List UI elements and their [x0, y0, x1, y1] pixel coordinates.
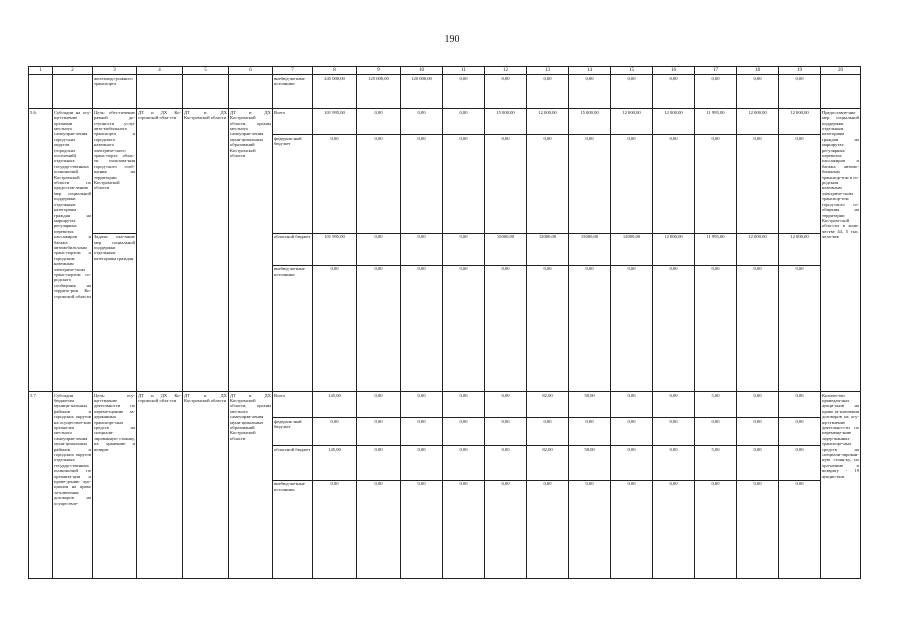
column-number-1: 1	[29, 67, 53, 75]
cell-value: 0,00	[443, 265, 485, 391]
cell-value: 0,00	[357, 418, 401, 446]
table-row-continued	[29, 75, 861, 109]
cell-item-number: 5.6.	[29, 109, 53, 392]
cell-funding-source: внебюд-жетные источники	[273, 75, 313, 109]
cell-funding-source: Всего	[273, 109, 313, 135]
cell-value: 0,00	[695, 265, 737, 391]
column-number-7: 7	[273, 67, 313, 75]
column-number-15: 15	[611, 67, 653, 75]
cell-value: 5,00	[695, 446, 737, 480]
cell-value: 0,00	[653, 391, 695, 417]
cell-value: 12 000,00	[737, 233, 779, 265]
cell-value: 0,00	[569, 75, 611, 109]
column-number-5: 5	[183, 67, 229, 75]
cell-funding-source: областной бюджет	[273, 233, 313, 265]
cell-value: 5,00	[695, 391, 737, 417]
cell-empty	[137, 75, 183, 109]
column-number-4: 4	[137, 67, 183, 75]
cell-value: 0,00	[443, 446, 485, 480]
cell-activity-name: Субсидии бюджетам муници-пальных районов и городских округов на осуществле-ние органа-ми местного самоуправ-ления муни-ципальных районов и городских округов отдельных государ-ственных полномочий по организа-ции и прове-дению аук-ционов на право за-ключения договоров на осуществле-	[53, 391, 93, 578]
cell-value: 0,00	[611, 480, 653, 578]
cell-value: 15 000,00	[485, 109, 527, 135]
cell-value: 0,00	[401, 109, 443, 135]
cell-value: 0,00	[737, 265, 779, 391]
cell-value: 0,00	[737, 135, 779, 233]
column-number-14: 14	[569, 67, 611, 75]
cell-value: 101 995,00	[313, 233, 357, 265]
cell-value: 0,00	[485, 446, 527, 480]
cell-indicator-name: железнодо-рожного транспорта	[93, 75, 137, 109]
cell-value: 15 000,00	[569, 109, 611, 135]
cell-value: 0,00	[611, 135, 653, 233]
cell-value: 0,00	[443, 480, 485, 578]
cell-value: 0,00	[401, 265, 443, 391]
cell-value: 0,00	[401, 446, 443, 480]
cell-value: 0,00	[569, 135, 611, 233]
cell-empty	[183, 75, 229, 109]
cell-funding-source: областной бюджет	[273, 446, 313, 480]
cell-value: 11 995,00	[695, 233, 737, 265]
cell-value: 0,00	[313, 265, 357, 391]
cell-value: 120 000,00	[401, 75, 443, 109]
cell-value: 12 000,00	[779, 109, 821, 135]
cell-empty	[29, 75, 53, 109]
cell-item-number: 5.7.	[29, 391, 53, 578]
cell-value: 0,00	[653, 418, 695, 446]
column-number-16: 16	[653, 67, 695, 75]
cell-value: 0,00	[401, 135, 443, 233]
cell-value: 12 000,00	[527, 109, 569, 135]
cell-value: 0,00	[357, 446, 401, 480]
column-number-6: 6	[229, 67, 273, 75]
column-number-3: 3	[93, 67, 137, 75]
column-number-17: 17	[695, 67, 737, 75]
cell-empty	[53, 75, 93, 109]
cell-value: 0,00	[569, 265, 611, 391]
cell-funding-source: внебюд-жетные источники	[273, 265, 313, 391]
cell-value: 0,00	[357, 233, 401, 265]
cell-value: 0,00	[779, 391, 821, 417]
cell-value: 0,00	[357, 391, 401, 417]
cell-funding-source: Всего	[273, 391, 313, 417]
cell-value: 0,00	[443, 135, 485, 233]
cell-executor: ДТ и ДХ Костромской области, органы местного самоуправ-ления муни-ципальных образований Костромской области	[229, 109, 273, 392]
cell-value: 0,00	[611, 391, 653, 417]
cell-customer: ДТ и ДХ Ко-стромской обла-сти	[137, 109, 183, 392]
cell-value: 0,00	[527, 75, 569, 109]
cell-value: 0,00	[401, 233, 443, 265]
column-number-9: 9	[357, 67, 401, 75]
cell-value: 0,00	[527, 135, 569, 233]
cell-value: 0,00	[569, 480, 611, 578]
cell-value: 0,00	[527, 480, 569, 578]
cell-value: 0,00	[569, 418, 611, 446]
cell-value: 0,00	[485, 391, 527, 417]
cell-empty	[821, 75, 861, 109]
page-number: 190	[444, 34, 460, 45]
cell-value: 0,00	[779, 135, 821, 233]
cell-value: 0,00	[695, 480, 737, 578]
cell-value: 0,00	[357, 135, 401, 233]
program-table	[28, 66, 861, 579]
cell-value: 12000,00	[527, 233, 569, 265]
cell-value: 0,00	[737, 480, 779, 578]
cell-goal: Цель: осу-ществление деятельности по переме-щению за-держанных транспорт-ных средств на специали-зированную стоянку, их хранению и возврат	[93, 391, 137, 578]
cell-value: 15000,00	[485, 233, 527, 265]
cell-funding-source: федераль-ный бюд-жет	[273, 418, 313, 446]
table-body	[29, 67, 861, 579]
cell-value: 245 000,00	[313, 75, 357, 109]
cell-value: 82,00	[527, 391, 569, 417]
cell-value: 0,00	[737, 391, 779, 417]
cell-value: 58,00	[569, 391, 611, 417]
cell-value: 0,00	[695, 135, 737, 233]
cell-funding-source: внебюд-жетные источники	[273, 480, 313, 578]
cell-value: 0,00	[779, 418, 821, 446]
cell-executor: ДТ и ДХ Костромской области, органы местного самоуправ-ления муни-ципальных образований Костромской области	[229, 391, 273, 578]
cell-value: 0,00	[611, 446, 653, 480]
cell-value: 0,00	[527, 418, 569, 446]
cell-value: 0,00	[401, 391, 443, 417]
cell-value: 0,00	[485, 265, 527, 391]
cell-value: 12000,00	[611, 233, 653, 265]
cell-empty	[229, 75, 273, 109]
cell-value: 82,00	[527, 446, 569, 480]
cell-value: 0,00	[443, 391, 485, 417]
cell-value: 0,00	[527, 265, 569, 391]
cell-funding-source: федераль-ный бюд-жет	[273, 135, 313, 233]
cell-value: 0,00	[653, 446, 695, 480]
cell-value: 101 995,00	[313, 109, 357, 135]
cell-value: 0,00	[357, 265, 401, 391]
cell-value: 0,00	[779, 75, 821, 109]
cell-value: 0,00	[737, 446, 779, 480]
cell-task: Задача: ока-зание мер социальной поддержки отдельным категориям граждан	[93, 233, 137, 391]
cell-value: 0,00	[737, 418, 779, 446]
cell-value: 12 000,00	[653, 109, 695, 135]
column-number-20: 20	[821, 67, 861, 75]
cell-value: 0,00	[611, 265, 653, 391]
column-number-13: 13	[527, 67, 569, 75]
column-number-10: 10	[401, 67, 443, 75]
column-number-11: 11	[443, 67, 485, 75]
cell-value: 0,00	[653, 75, 695, 109]
table-row	[29, 391, 861, 417]
cell-value: 0,00	[611, 418, 653, 446]
cell-value: 0,00	[653, 135, 695, 233]
cell-value: 0,00	[779, 265, 821, 391]
cell-value: 0,00	[443, 109, 485, 135]
cell-value: 0,00	[401, 418, 443, 446]
cell-value: 12 000,00	[779, 233, 821, 265]
column-number-2: 2	[53, 67, 93, 75]
cell-value: 125 000,00	[357, 75, 401, 109]
cell-value: 0,00	[313, 480, 357, 578]
table-row	[29, 109, 861, 135]
cell-value: 15000,00	[569, 233, 611, 265]
cell-value: 0,00	[485, 135, 527, 233]
column-number-19: 19	[779, 67, 821, 75]
column-number-12: 12	[485, 67, 527, 75]
cell-value: 0,00	[443, 418, 485, 446]
cell-coordinator: ДТ и ДХ Костромской области	[183, 391, 229, 578]
cell-value: 0,00	[313, 135, 357, 233]
cell-value: 58,00	[569, 446, 611, 480]
cell-value: 0,00	[653, 480, 695, 578]
cell-value: 0,00	[695, 418, 737, 446]
column-number-row	[29, 67, 861, 75]
cell-value: 0,00	[779, 446, 821, 480]
cell-value: 12 000,00	[653, 233, 695, 265]
cell-value: 0,00	[357, 480, 401, 578]
cell-value: 145,00	[313, 391, 357, 417]
cell-value: 11 995,00	[695, 109, 737, 135]
cell-value: 0,00	[695, 75, 737, 109]
cell-value: 0,00	[401, 480, 443, 578]
cell-activity-name: Субсидии на осу-ществление органами местного самоуправ-ления город-ских округов (городских поселений) отдельных государ-ственных полномочий Костромской области по предостав-лению мер социальной поддержки отдельным категориям граждан на маршрутах регулярных перевозок пассажиров и багажа автомобиль-ным транс-портом и городским наземным электриче-ским транс-портом го-родского сообщения на террито-рии Ко-стромской области	[53, 109, 93, 392]
cell-value: 145,00	[313, 446, 357, 480]
cell-value: 0,00	[653, 265, 695, 391]
cell-value: 12 000,00	[737, 109, 779, 135]
cell-customer: ДТ и ДХ Ко-стромской обла-сти	[137, 391, 183, 578]
cell-value: 0,00	[357, 109, 401, 135]
cell-value: 0,00	[313, 418, 357, 446]
column-number-8: 8	[313, 67, 357, 75]
cell-value: 0,00	[611, 75, 653, 109]
cell-coordinator: ДТ и ДХ Костромской области	[183, 109, 229, 392]
cell-value: 0,00	[485, 75, 527, 109]
cell-value: 12 000,00	[611, 109, 653, 135]
cell-expected-result: Количество проведен-ных аукци-онов на право за-ключения договоров на осу-ществление деятельно-сти по перемеще-нию задер-жанных транспорт-ных средств на специали-зирован-ную стоян-ку, их хра-нению и возврату - 19 аукцио-нов	[821, 391, 861, 578]
cell-value: 0,00	[443, 233, 485, 265]
cell-value: 0,00	[485, 480, 527, 578]
cell-value: 0,00	[737, 75, 779, 109]
column-number-18: 18	[737, 67, 779, 75]
cell-goal: Цель: обес-печение равной до-ступности услуг авто-мобильного транспорта и городского наземного электриче-ского транс-порта облас-ти пользова-ния город-ского сооб-щения на территории Костромской области	[93, 109, 137, 233]
cell-value: 0,00	[485, 418, 527, 446]
cell-value: 0,00	[443, 75, 485, 109]
cell-expected-result: Предоставле-ние мер социальной поддержки отдельным категориям граждан на маршрутах регулярных перевозок пассажиров и багажа автомо-бильным транспор-том и го-родским наземным электриче-ским транспор-том город-ского со-общения на территории Костром-ской обла-сти в коли-честве 44, 5 тыс. чело-век	[821, 109, 861, 392]
cell-value: 0,00	[779, 480, 821, 578]
